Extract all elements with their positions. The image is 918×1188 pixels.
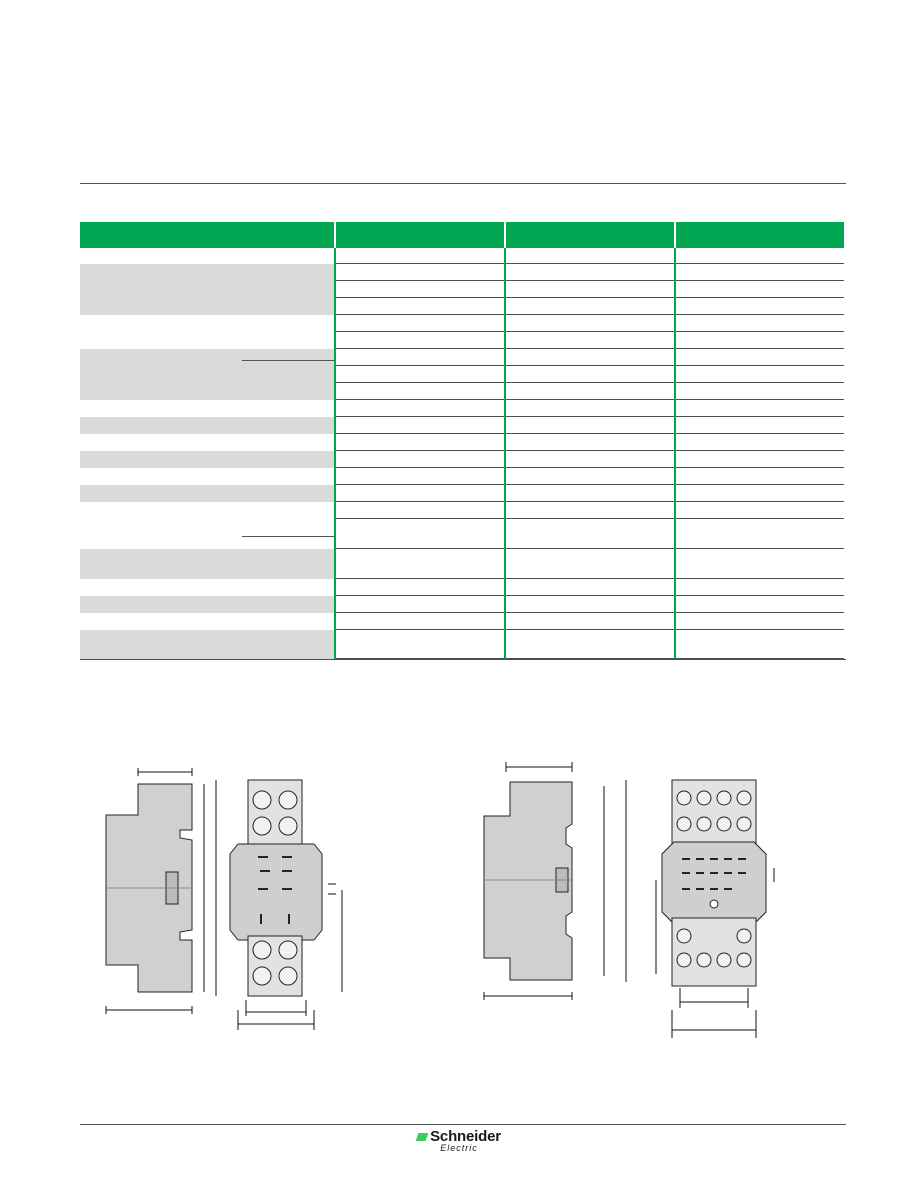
row-cell bbox=[336, 613, 504, 630]
row-cell bbox=[336, 264, 504, 281]
table-row bbox=[80, 519, 846, 549]
row-cell bbox=[676, 502, 844, 519]
dimension-drawing-large-socket bbox=[476, 758, 776, 1048]
row-cell bbox=[676, 383, 844, 400]
row-label bbox=[80, 248, 334, 264]
table-row bbox=[80, 298, 846, 315]
row-label bbox=[80, 596, 334, 613]
row-cell bbox=[336, 519, 504, 549]
row-cell bbox=[506, 248, 674, 264]
row-cell bbox=[676, 434, 844, 451]
row-cell bbox=[336, 248, 504, 264]
row-cell bbox=[336, 468, 504, 485]
row-cell bbox=[336, 417, 504, 434]
table-row bbox=[80, 434, 846, 451]
logo-brand: Schneider bbox=[430, 1128, 501, 1145]
row-cell bbox=[676, 468, 844, 485]
row-cell bbox=[336, 349, 504, 366]
table-row bbox=[80, 315, 846, 332]
row-label bbox=[80, 519, 334, 549]
row-cell bbox=[336, 596, 504, 613]
logo-mark-icon bbox=[416, 1133, 429, 1141]
socket-front-view bbox=[230, 780, 322, 996]
socket-side-view bbox=[484, 782, 572, 980]
row-cell bbox=[336, 549, 504, 579]
table-row bbox=[80, 451, 846, 468]
table-row bbox=[80, 485, 846, 502]
row-cell bbox=[506, 349, 674, 366]
table-body bbox=[80, 248, 846, 668]
row-cell bbox=[506, 579, 674, 596]
row-label bbox=[80, 315, 334, 332]
row-cell bbox=[506, 417, 674, 434]
row-cell bbox=[676, 613, 844, 630]
row-cell bbox=[336, 630, 504, 659]
row-label bbox=[80, 298, 334, 315]
row-cell bbox=[676, 264, 844, 281]
column-divider bbox=[504, 248, 506, 659]
header-cell-col-3 bbox=[676, 222, 844, 248]
row-cell bbox=[506, 451, 674, 468]
table-row bbox=[80, 596, 846, 613]
specification-table bbox=[80, 222, 846, 668]
row-cell bbox=[676, 400, 844, 417]
socket-side-view bbox=[106, 784, 192, 992]
dimension-drawing-small-socket bbox=[100, 760, 360, 1030]
row-label bbox=[80, 417, 334, 434]
row-label bbox=[80, 502, 334, 519]
table-row bbox=[80, 630, 846, 659]
row-label bbox=[80, 434, 334, 451]
row-cell bbox=[336, 383, 504, 400]
table-row bbox=[80, 549, 846, 579]
row-label bbox=[80, 630, 334, 659]
table-bottom-rule bbox=[80, 659, 846, 660]
row-cell bbox=[336, 434, 504, 451]
row-cell bbox=[506, 434, 674, 451]
row-cell bbox=[506, 485, 674, 502]
row-cell bbox=[506, 383, 674, 400]
row-cell bbox=[676, 248, 844, 264]
table-row bbox=[80, 579, 846, 596]
column-divider bbox=[674, 248, 676, 659]
row-label bbox=[80, 281, 334, 298]
row-cell bbox=[676, 332, 844, 349]
row-cell bbox=[506, 366, 674, 383]
row-cell bbox=[676, 315, 844, 332]
row-cell bbox=[676, 298, 844, 315]
row-cell bbox=[336, 281, 504, 298]
logo-sub: Electric bbox=[440, 1143, 478, 1153]
row-cell bbox=[336, 400, 504, 417]
table-row bbox=[80, 502, 846, 519]
sub-label-divider bbox=[242, 360, 334, 361]
row-cell bbox=[676, 579, 844, 596]
row-cell bbox=[506, 596, 674, 613]
row-cell bbox=[676, 630, 844, 659]
row-cell bbox=[676, 281, 844, 298]
footer-rule bbox=[80, 1124, 846, 1125]
table-row bbox=[80, 468, 846, 485]
table-row bbox=[80, 332, 846, 349]
table-row bbox=[80, 248, 846, 264]
row-cell bbox=[506, 315, 674, 332]
schneider-electric-logo bbox=[0, 1128, 918, 1153]
row-label bbox=[80, 451, 334, 468]
row-cell bbox=[336, 332, 504, 349]
row-cell bbox=[676, 549, 844, 579]
row-cell bbox=[676, 451, 844, 468]
row-cell bbox=[336, 579, 504, 596]
row-label bbox=[80, 400, 334, 417]
header-cell-label bbox=[80, 222, 334, 248]
sub-label-divider bbox=[242, 536, 334, 537]
row-cell bbox=[336, 485, 504, 502]
row-cell bbox=[506, 502, 674, 519]
row-cell bbox=[506, 332, 674, 349]
row-cell bbox=[676, 519, 844, 549]
row-label bbox=[80, 579, 334, 596]
row-label bbox=[80, 264, 334, 281]
row-cell bbox=[336, 451, 504, 468]
row-label bbox=[80, 349, 334, 366]
table-row bbox=[80, 400, 846, 417]
row-cell bbox=[506, 613, 674, 630]
table-row bbox=[80, 366, 846, 383]
table-row bbox=[80, 613, 846, 630]
row-cell bbox=[506, 400, 674, 417]
row-cell bbox=[506, 630, 674, 659]
table-header bbox=[80, 222, 846, 248]
row-cell bbox=[506, 298, 674, 315]
row-cell bbox=[336, 366, 504, 383]
row-cell bbox=[506, 468, 674, 485]
row-cell bbox=[676, 366, 844, 383]
row-cell bbox=[676, 485, 844, 502]
row-cell bbox=[506, 281, 674, 298]
row-cell bbox=[676, 596, 844, 613]
table-row bbox=[80, 264, 846, 281]
header-cell-col-1 bbox=[336, 222, 504, 248]
row-label bbox=[80, 485, 334, 502]
row-cell bbox=[506, 549, 674, 579]
row-cell bbox=[506, 264, 674, 281]
table-row bbox=[80, 383, 846, 400]
row-label bbox=[80, 549, 334, 579]
row-cell bbox=[676, 417, 844, 434]
row-cell bbox=[336, 298, 504, 315]
row-label bbox=[80, 468, 334, 485]
header-cell-col-2 bbox=[506, 222, 674, 248]
table-row bbox=[80, 417, 846, 434]
row-label bbox=[80, 613, 334, 630]
row-label bbox=[80, 383, 334, 400]
row-cell bbox=[336, 315, 504, 332]
socket-front-view bbox=[662, 780, 766, 986]
table-row bbox=[80, 349, 846, 366]
row-cell bbox=[336, 502, 504, 519]
center-hole bbox=[710, 900, 718, 908]
table-row bbox=[80, 281, 846, 298]
column-divider bbox=[334, 248, 336, 659]
row-label bbox=[80, 366, 334, 383]
row-cell bbox=[676, 349, 844, 366]
row-label bbox=[80, 332, 334, 349]
row-cell bbox=[506, 519, 674, 549]
header-rule bbox=[80, 183, 846, 184]
